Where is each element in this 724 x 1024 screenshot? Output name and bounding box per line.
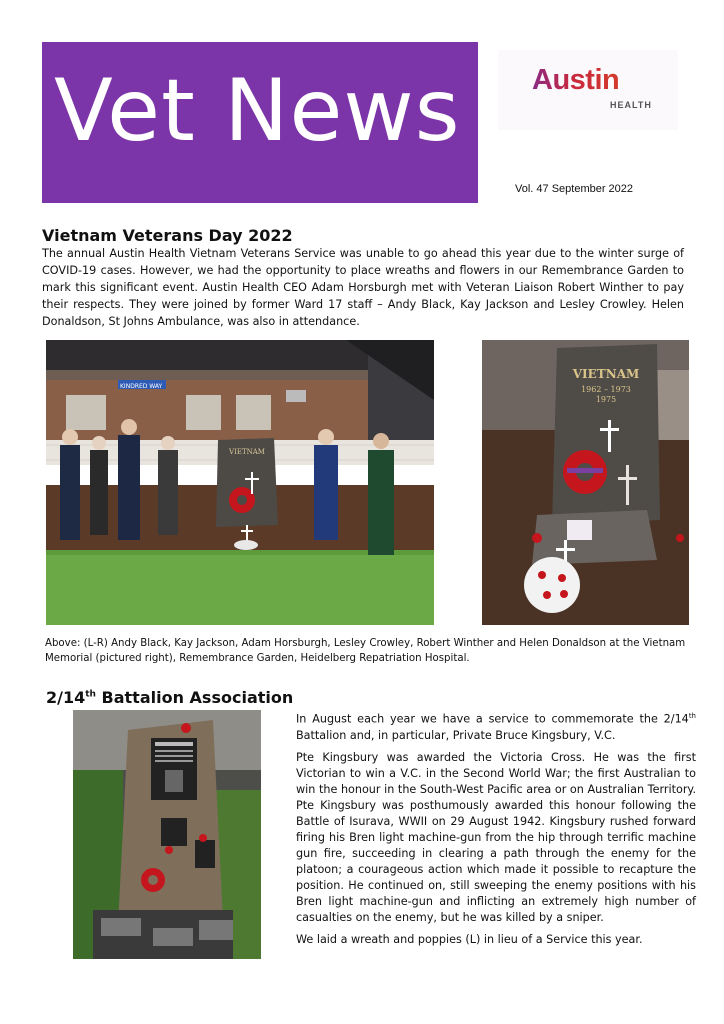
header-banner — [42, 42, 478, 203]
title-superscript: th — [85, 689, 96, 700]
title-prefix: 2/14 — [46, 688, 86, 707]
battalion-paragraph-1 — [296, 708, 696, 744]
title-suffix: Battalion Association — [95, 688, 294, 707]
photo-caption: Above: (L-R) Andy Black, Kay Jackson, Adam Horsburgh, Lesley Crowley, Robert Winther and Helen Donaldson at the Vietnam Memorial (pictured right), Remembrance Garden, Heidelberg Repatriation Hospital. — [45, 638, 686, 664]
p1-part-b: Battalion and, in particular, Private Bruce Kingsbury, V.C. — [296, 728, 616, 742]
battalion-article — [296, 708, 696, 954]
volume-info: Vol. 47 September 2022 — [515, 183, 634, 195]
logo-subtitle: HEALTH — [610, 100, 652, 110]
memorial-inscription: VIETNAM — [229, 448, 265, 456]
street-sign-text: KINDRED WAY — [120, 383, 163, 390]
p1-superscript: th — [688, 712, 696, 720]
p1-part-a: In August each year we have a service to commemorate the 2/14 — [296, 712, 689, 726]
austin-health-logo — [498, 50, 678, 130]
memorial-year2: 1975 — [595, 395, 617, 404]
section-title-battalion — [46, 688, 293, 707]
section-title-vietnam-veterans-day: Vietnam Veterans Day 2022 — [42, 226, 293, 245]
kingsbury-memorial-photo — [73, 710, 261, 959]
logo-wordmark: Austin — [532, 64, 620, 96]
battalion-paragraph-2: Pte Kingsbury was awarded the Victoria Cross. He was the first Victorian to win a V.C. in the Second World War; the first Australian to win the honour in the South-West Pacific area or on Australian Territory. Pte Kingsbury was posthumously awarded this honour following the Battle of Isurava, WWII on 29 August 1942. Kingsbury rushed forward firing his Bren light machine-gun from the hip through terrific machine gun fire, succeeding in clearing a path through the enemy for the platoon; a courageous action which made it possible to recapture the position. He continued on, still sweeping the enemy positions with his Bren light machine-gun and inflicting an extremely high number of casualties on the enemy, but he was killed by a sniper. — [296, 750, 696, 924]
battalion-paragraph-3: We laid a wreath and poppies (L) in lieu of a Service this year. — [296, 932, 643, 946]
group-photo-memorial — [46, 340, 434, 625]
memorial-closeup-photo — [482, 340, 689, 625]
memorial-years: 1962 – 1973 — [581, 385, 631, 394]
section-body-vietnam-veterans-day: The annual Austin Health Vietnam Veterans Service was unable to go ahead this year due to the winter surge of COVID-19 cases. However, we had the opportunity to place wreaths and flowers in our Remembrance Garden to mark this significant event. Austin Health CEO Adam Horsburgh met with Veteran Liaison Robert Winther to pay their respects. They were joined by former Ward 17 staff – Andy Black, Kay Jackson and Lesley Crowley. Helen Donaldson, St Johns Ambulance, was also in attendance. — [42, 247, 684, 328]
memorial-inscription-closeup: VIETNAM — [572, 367, 640, 381]
newsletter-title: Vet News — [54, 61, 461, 161]
